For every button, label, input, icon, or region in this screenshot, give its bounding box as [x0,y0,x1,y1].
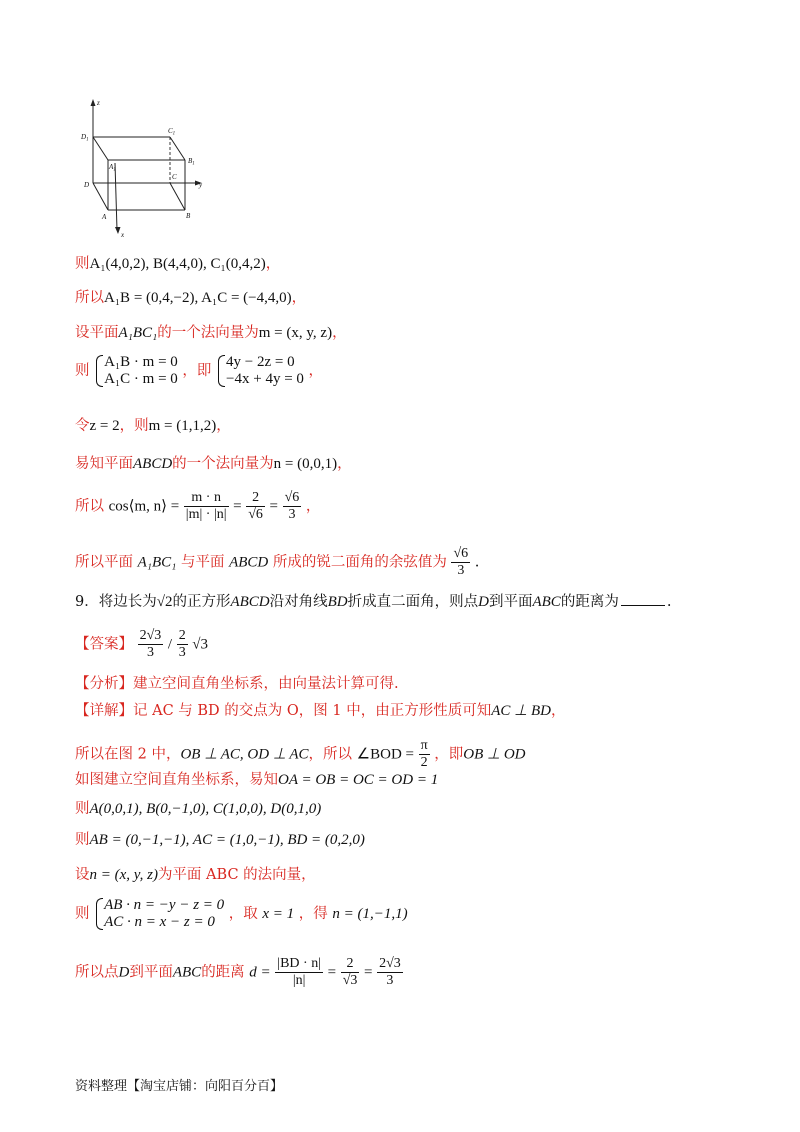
equation-system-3: AB · n = −y − z = 0 AC · n = x − z = 0 [94,897,224,931]
detail-line-4: 则A(0,0,1), B(0,−1,0), C(1,0,0), D(0,1,0) [75,801,322,817]
fraction-mn: $\frac{m \cdot n}{|m| \cdot |n|}$ [185,490,227,522]
label-c: C [172,173,177,181]
prev-line-coords: 则A₁(4,0,2), B(4,4,0), C₁(0,4,2)， [75,256,281,272]
detail-line-8: 所以点D到平面ABC的距离 d = $\frac{|BD \cdot n|}{|n|}$ = $\frac{2}{√3}$ = $\frac{2√3}{3}$ [75,956,401,988]
prev-line-normal-abcd: 易知平面ABCD的一个法向量为n = (0,0,1)， [75,456,352,472]
fraction-distance: $\frac{|BD \cdot n|}{|n|}$ [277,956,321,988]
answer-fraction-2: $\frac{2}{3}$ [178,628,186,660]
detail-line-2: 所以在图 2 中，OB ⊥ AC, OD ⊥ AC，所以 ∠BOD = $\frac{\pi}{2}$ ，即OB ⊥ OD [75,738,526,770]
prev-line-vectors: 所以A₁B = (0,4,−2), A₁C = (−4,4,0)， [75,290,307,306]
fraction-root6-3: $\frac{√6}{3}$ [284,490,300,522]
prev-line-normal-setup: 设平面A₁BC₁的一个法向量为m = (x, y, z)， [75,325,347,341]
answer-fraction-1: $\frac{2√3}{3}$ [139,628,162,660]
equation-system-2: 4y − 2z = 0 −4x + 4y = 0 [216,354,304,388]
prev-line-let-z: 令z = 2，则m = (1,1,2)， [75,418,231,434]
detail-line-5: 则AB = (0,−1,−1), AC = (1,0,−1), BD = (0,2,0) [75,832,365,848]
edge-d1-a1 [93,137,108,160]
x-axis [115,163,117,230]
edge-c1-b1 [170,137,185,160]
edge-d-a [93,183,108,210]
prev-line-cosine: 所以 cos⟨m, n⟩ = $\frac{m \cdot n}{|m| \cdot |n|}$ = $\frac{2}{√6}$ = $\frac{√6}{3}$ ， [75,490,321,522]
answer-line: 【答案】 $\frac{2√3}{3}$ / $\frac{2}{3}$ √3 [75,628,209,660]
prev-line-system: 则 A₁B · m = 0 A₁C · m = 0 ，即 4y − 2z = 0 −4x + 4y = 0 ， [75,354,324,387]
cuboid-figure [75,95,210,240]
label-b: B [186,212,191,220]
label-z: z [97,99,100,107]
coords-math: A₁(4,0,2), B(4,4,0), C₁(0,4,2) [89,256,266,272]
x-arrow-icon [115,227,121,234]
label-c1: $C_1$ [168,127,176,137]
fraction-pi-2: $\frac{\pi}{2}$ [420,738,428,770]
label-d1: $D_1$ [81,133,89,143]
footer-source: 资料整理【淘宝店铺：向阳百分百】 [75,1079,284,1094]
label-y: y [199,181,203,189]
fraction-answer-prev: $\frac{√6}{3}$ [453,546,469,578]
fraction-2-root6: $\frac{2}{√6}$ [248,490,263,522]
equation-system-1: A₁B · m = 0 A₁C · m = 0 [94,354,178,388]
detail-line-3: 如图建立空间直角坐标系，易知OA = OB = OC = OD = 1 [75,772,439,788]
label-a1: $A_1$ [109,163,116,173]
fraction-2root3-3: $\frac{2√3}{3}$ [379,956,401,988]
label-x: x [121,231,125,239]
detail-line-6: 设n = (x, y, z)为平面 ABC 的法向量， [75,867,316,883]
fraction-2-root3: $\frac{2}{√3}$ [342,956,358,988]
answer-blank [621,605,665,606]
label-b1: $B_1$ [188,157,195,167]
vectors-math: A₁B = (0,4,−2), A₁C = (−4,4,0) [104,290,292,306]
prev-line-conclusion: 所以平面 A₁BC₁ 与平面 ABCD 所成的锐二面角的余弦值为 $\frac{√6}{3}$ . [75,546,480,578]
analysis-label: 【分析】 [75,676,133,692]
answer-label: 【答案】 [75,636,133,653]
analysis-line: 【分析】建立空间直角坐标系，由向量法计算可得. [75,676,399,692]
label-d: D [84,181,90,189]
detail-line-1: 【详解】记 AC 与 BD 的交点为 O，图 1 中，由正方形性质可知AC ⊥ BD， [75,703,566,719]
detail-line-7: 则 AB · n = −y − z = 0 AC · n = x − z = 0 ，取 x = 1 ，得 n = (1,−1,1) [75,897,408,930]
edge-c-b [170,183,185,210]
detail-label: 【详解】 [75,703,133,719]
label-a: A [102,213,107,221]
z-arrow-icon [91,99,96,106]
question-9: 9．将边长为√2的正方形ABCD沿对角线BD折成直二面角，则点D到平面ABC的距离为 . [75,594,672,610]
